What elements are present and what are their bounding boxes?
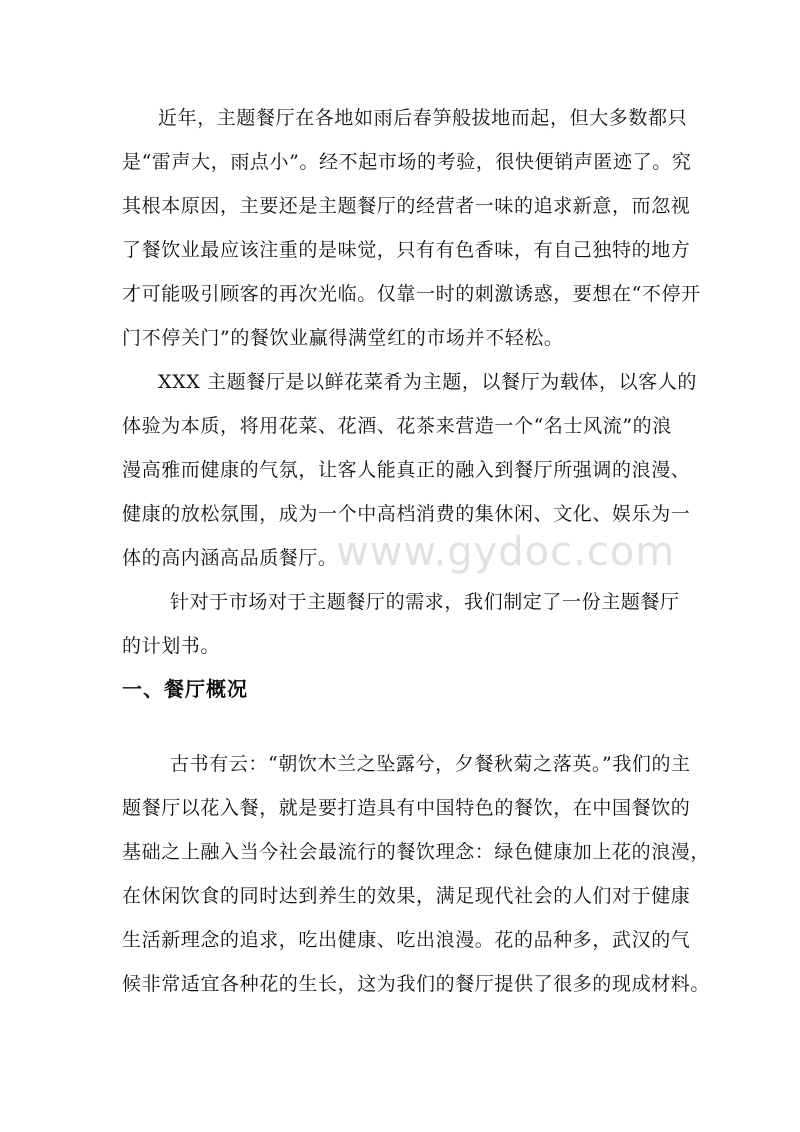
paragraph-concept-line: 漫高雅而健康的气氛，让客人能真正的融入到餐厅所强调的浪漫、 — [122, 459, 691, 481]
paragraph-purpose-line: 的计划书。 — [122, 635, 221, 657]
paragraph-overview-line: 题餐厅以花入餐，就是要打造具有中国特色的餐饮，在中国餐饮的 — [122, 797, 691, 819]
paragraph-overview-line: 生活新理念的追求，吃出健康、吃出浪漫。花的品种多，武汉的气 — [122, 929, 691, 951]
paragraph-overview-line: 在休闲饮食的同时达到养生的效果，满足现代社会的人们对于健康 — [122, 885, 691, 907]
watermark-text: www.gydoc.com — [336, 529, 676, 575]
paragraph-intro-line: 了餐饮业最应该注重的是味觉，只有有色香味，有自己独特的地方 — [122, 239, 691, 261]
paragraph-concept-line: 体验为本质，将用花菜、花酒、花茶来营造一个“名士风流”的浪 — [122, 415, 672, 437]
paragraph-overview-line: 古书有云：“朝饮木兰之坠露兮，夕餐秋菊之落英。”我们的主 — [170, 753, 691, 775]
section-heading: 一、餐厅概况 — [122, 677, 248, 701]
paragraph-concept-line: XXX 主题餐厅是以鲜花菜肴为主题，以餐厅为载体，以客人的 — [158, 371, 698, 393]
paragraph-intro-line: 是“雷声大，雨点小”。经不起市场的考验，很快便销声匿迹了。究 — [122, 151, 692, 173]
paragraph-purpose-line: 针对于市场对于主题餐厅的需求，我们制定了一份主题餐厅 — [170, 591, 680, 613]
paragraph-intro-line: 其根本原因，主要还是主题餐厅的经营者一味的追求新意，而忽视 — [122, 195, 691, 217]
paragraph-intro-line: 门不停关门”的餐饮业赢得满堂红的市场并不轻松。 — [122, 327, 564, 349]
paragraph-intro-line: 近年，主题餐厅在各地如雨后春笋般拔地而起，但大多数都只 — [158, 107, 688, 129]
paragraph-intro-line: 才可能吸引顾客的再次光临。仅靠一时的刺激诱惑，要想在“不停开 — [122, 283, 701, 305]
paragraph-overview-line: 候非常适宜各种花的生长，这为我们的餐厅提供了很多的现成材料。 — [122, 973, 711, 995]
paragraph-concept-line: 体的高内涵高品质餐厅。 — [122, 547, 338, 569]
paragraph-overview-line: 基础之上融入当今社会最流行的餐饮理念：绿色健康加上花的浪漫， — [122, 841, 711, 863]
paragraph-concept-line: 健康的放松氛围，成为一个中高档消费的集休闲、文化、娱乐为一 — [122, 503, 691, 525]
